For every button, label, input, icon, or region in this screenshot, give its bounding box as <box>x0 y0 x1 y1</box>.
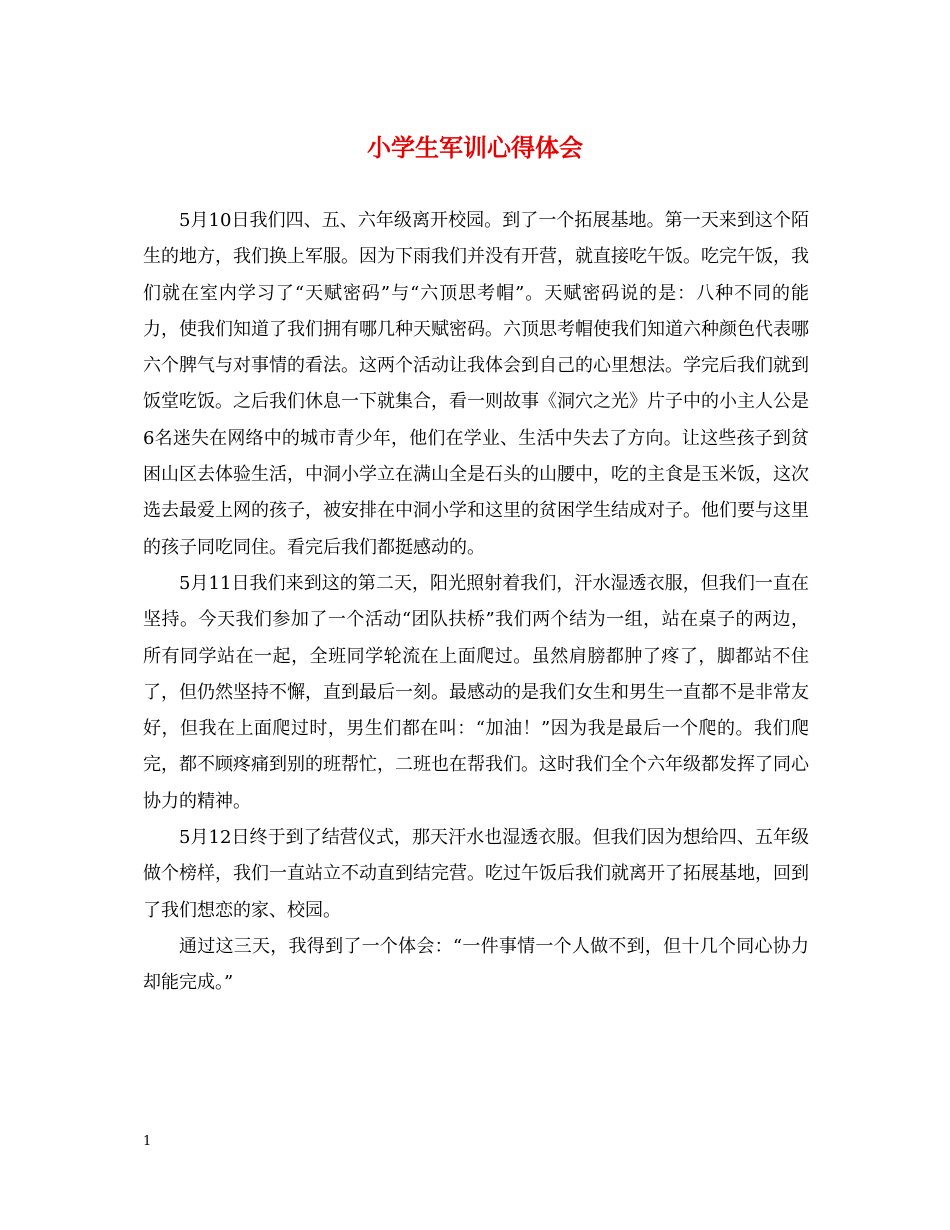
paragraph-1: 5月10日我们四、五、六年级离开校园。到了一个拓展基地。第一天来到这个陌生的地方，我们换上军服。因为下雨我们并没有开营，就直接吃午饭。吃完午饭，我们就在室内学习了“天赋密码”与“六顶思考帽”。天赋密码说的是：八种不同的能力，使我们知道了我们拥有哪几种天赋密码。六顶思考帽使我们知道六种颜色代表哪六个脾气与对事情的看法。这两个活动让我体会到自己的心里想法。学完后我们就到饭堂吃饭。之后我们休息一下就集合，看一则故事《洞穴之光》片子中的小主人公是6名迷失在网络中的城市青少年，他们在学业、生活中失去了方向。让这些孩子到贫困山区去体验生活，中洞小学立在满山全是石头的山腰中，吃的主食是玉米饭，这次选去最爱上网的孩子，被安排在中洞小学和这里的贫困学生结成对子。他们要与这里的孩子同吃同住。看完后我们都挺感动的。 <box>143 210 809 558</box>
page-number: 1 <box>143 1134 152 1149</box>
paragraph-3: 5月12日终于到了结营仪式，那天汗水也湿透衣服。但我们因为想给四、五年级做个榜样，我们一直站立不动直到结完营。吃过午饭后我们就离开了拓展基地，回到了我们想恋的家、校园。 <box>143 827 809 921</box>
paragraph-4: 通过这三天，我得到了一个体会：“一件事情一个人做不到，但十几个同心协力却能完成。” <box>143 935 809 994</box>
paragraph-2: 5月11日我们来到这的第二天，阳光照射着我们，汗水湿透衣服，但我们一直在坚持。今天我们参加了一个活动“团队扶桥”我们两个结为一组，站在桌子的两边，所有同学站在一起，全班同学轮流在上面爬过。虽然肩膀都肿了疼了，脚都站不住了，但仍然坚持不懈，直到最后一刻。最感动的是我们女生和男生一直都不是非常友好，但我在上面爬过时，男生们都在叫：“加油！”因为我是最后一个爬的。我们爬完，都不顾疼痛到别的班帮忙，二班也在帮我们。这时我们全个六年级都发挥了同心协力的精神。 <box>143 572 809 812</box>
document-body <box>143 203 809 1002</box>
document-title: 小学生军训心得体会 <box>367 133 583 162</box>
